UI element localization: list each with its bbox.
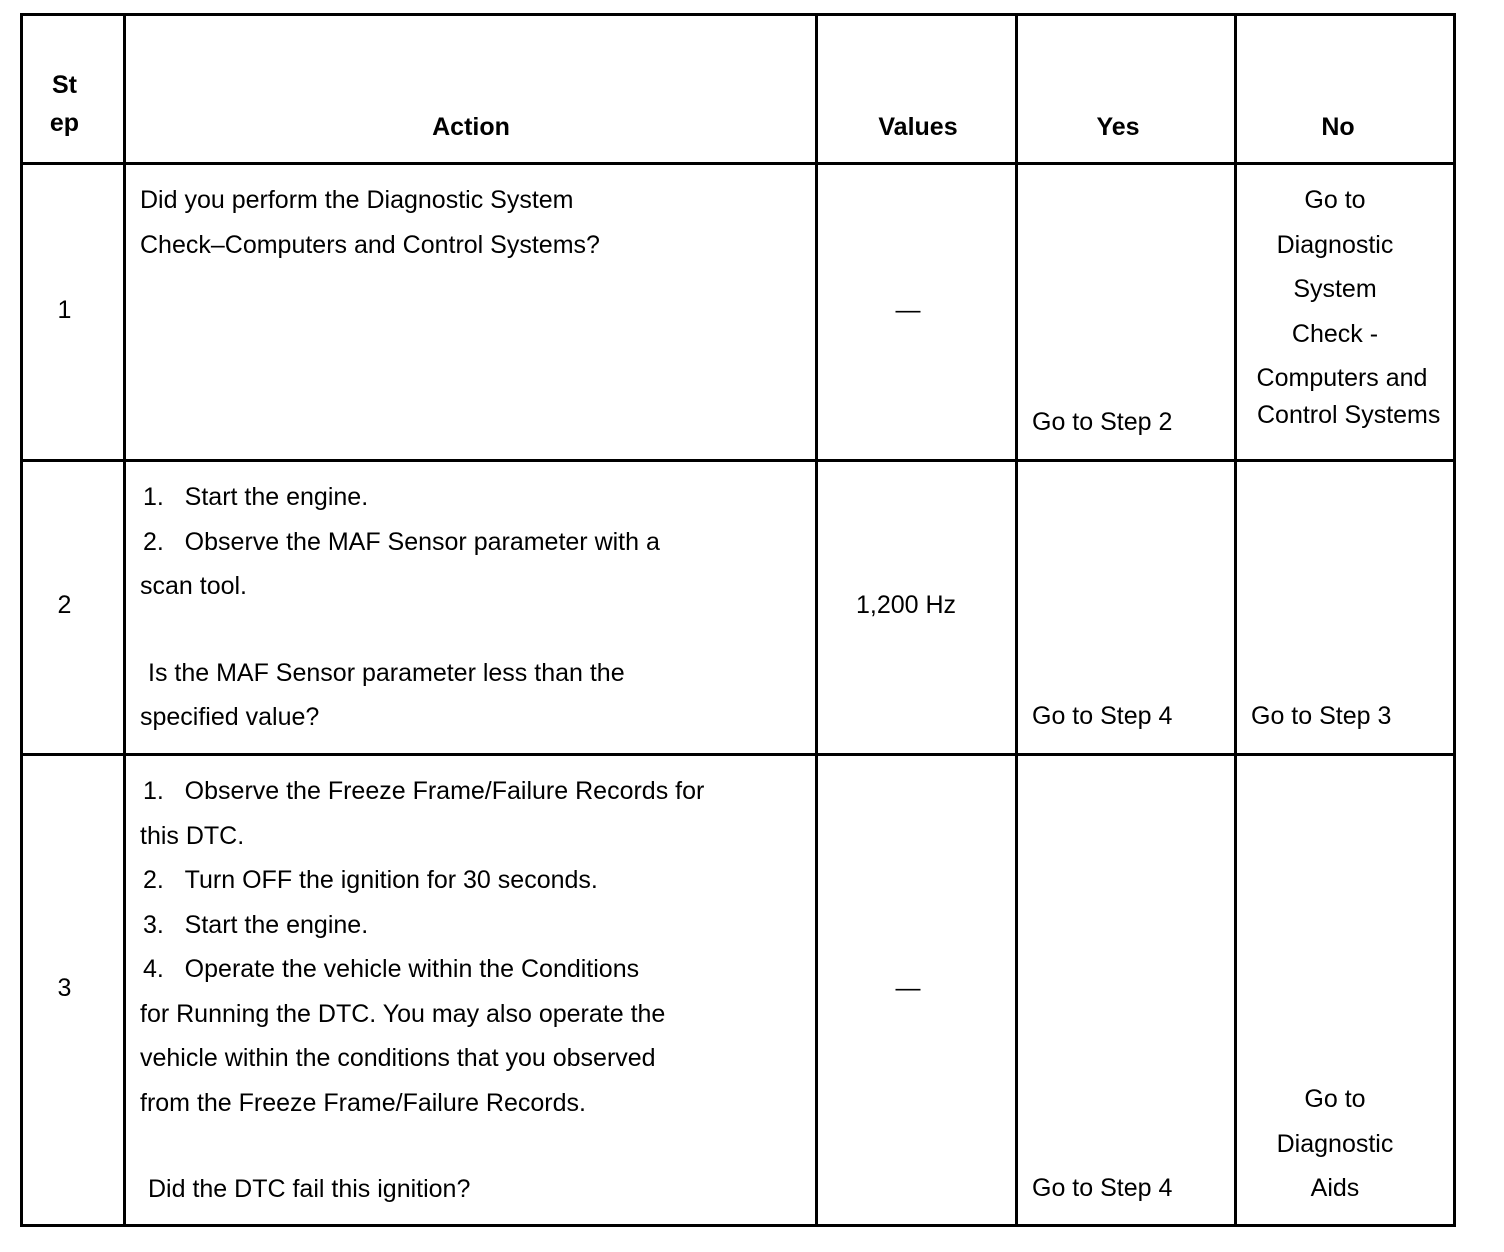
column-divider [1015, 16, 1018, 1224]
row-divider [23, 162, 1453, 165]
yes-cell: Go to Step 2 [1032, 408, 1173, 436]
no-line: Aids [1310, 1174, 1360, 1202]
value-cell: — [895, 974, 921, 1002]
no-line: Check - [1291, 319, 1379, 348]
action-line: Did you perform the Diagnostic System [140, 186, 574, 214]
no-line: Control Systems [1257, 400, 1441, 429]
row-divider [23, 753, 1453, 756]
action-line: Check–Computers and Control Systems? [140, 230, 600, 259]
action-line: from the Freeze Frame/Failure Records. [140, 1088, 586, 1117]
yes-cell: Go to Step 4 [1032, 702, 1173, 730]
row-divider [23, 459, 1453, 462]
no-line: Diagnostic [1276, 1129, 1394, 1158]
step-number: 1 [57, 296, 72, 324]
action-cell [140, 475, 660, 740]
no-line: Go to [1304, 1085, 1366, 1113]
action-line: 2. Observe the MAF Sensor parameter with a [143, 527, 660, 556]
no-cell [1237, 178, 1441, 437]
action-line: 1. Start the engine. [143, 483, 369, 511]
action-cell [140, 769, 704, 1212]
action-line: for Running the DTC. You may also operate the [140, 999, 666, 1028]
action-line: Did the DTC fail this ignition? [148, 1175, 471, 1203]
yes-cell: Go to Step 4 [1032, 1174, 1173, 1202]
value-cell: — [895, 296, 921, 324]
header-no: No [1321, 113, 1355, 141]
no-cell [1237, 1077, 1433, 1211]
action-line: Is the MAF Sensor parameter less than the [148, 658, 625, 687]
no-cell: Go to Step 3 [1251, 702, 1392, 730]
action-line: 4. Operate the vehicle within the Conditions [143, 955, 640, 983]
action-line: 3. Start the engine. [143, 910, 369, 939]
column-divider [123, 16, 126, 1224]
no-line: System [1293, 275, 1377, 303]
action-cell [140, 178, 600, 267]
action-line: specified value? [140, 703, 320, 731]
action-line: scan tool. [140, 572, 248, 600]
header-step-line2: ep [49, 109, 80, 137]
action-line: 1. Observe the Freeze Frame/Failure Records for [143, 777, 705, 805]
header-yes: Yes [1096, 113, 1140, 141]
value-cell: 1,200 Hz [855, 591, 957, 619]
no-line: Diagnostic [1276, 230, 1394, 259]
step-number: 2 [57, 591, 72, 619]
action-line: vehicle within the conditions that you observed [140, 1044, 656, 1072]
header-step [23, 66, 106, 142]
step-number: 3 [57, 974, 72, 1002]
header-values: Values [878, 113, 958, 141]
header-step-line1: St [52, 71, 77, 99]
no-line: Go to [1304, 186, 1366, 214]
action-line: this DTC. [140, 821, 245, 850]
action-line: 2. Turn OFF the ignition for 30 seconds. [143, 866, 598, 894]
no-line: Computers and [1256, 364, 1428, 392]
header-action: Action [432, 113, 510, 141]
